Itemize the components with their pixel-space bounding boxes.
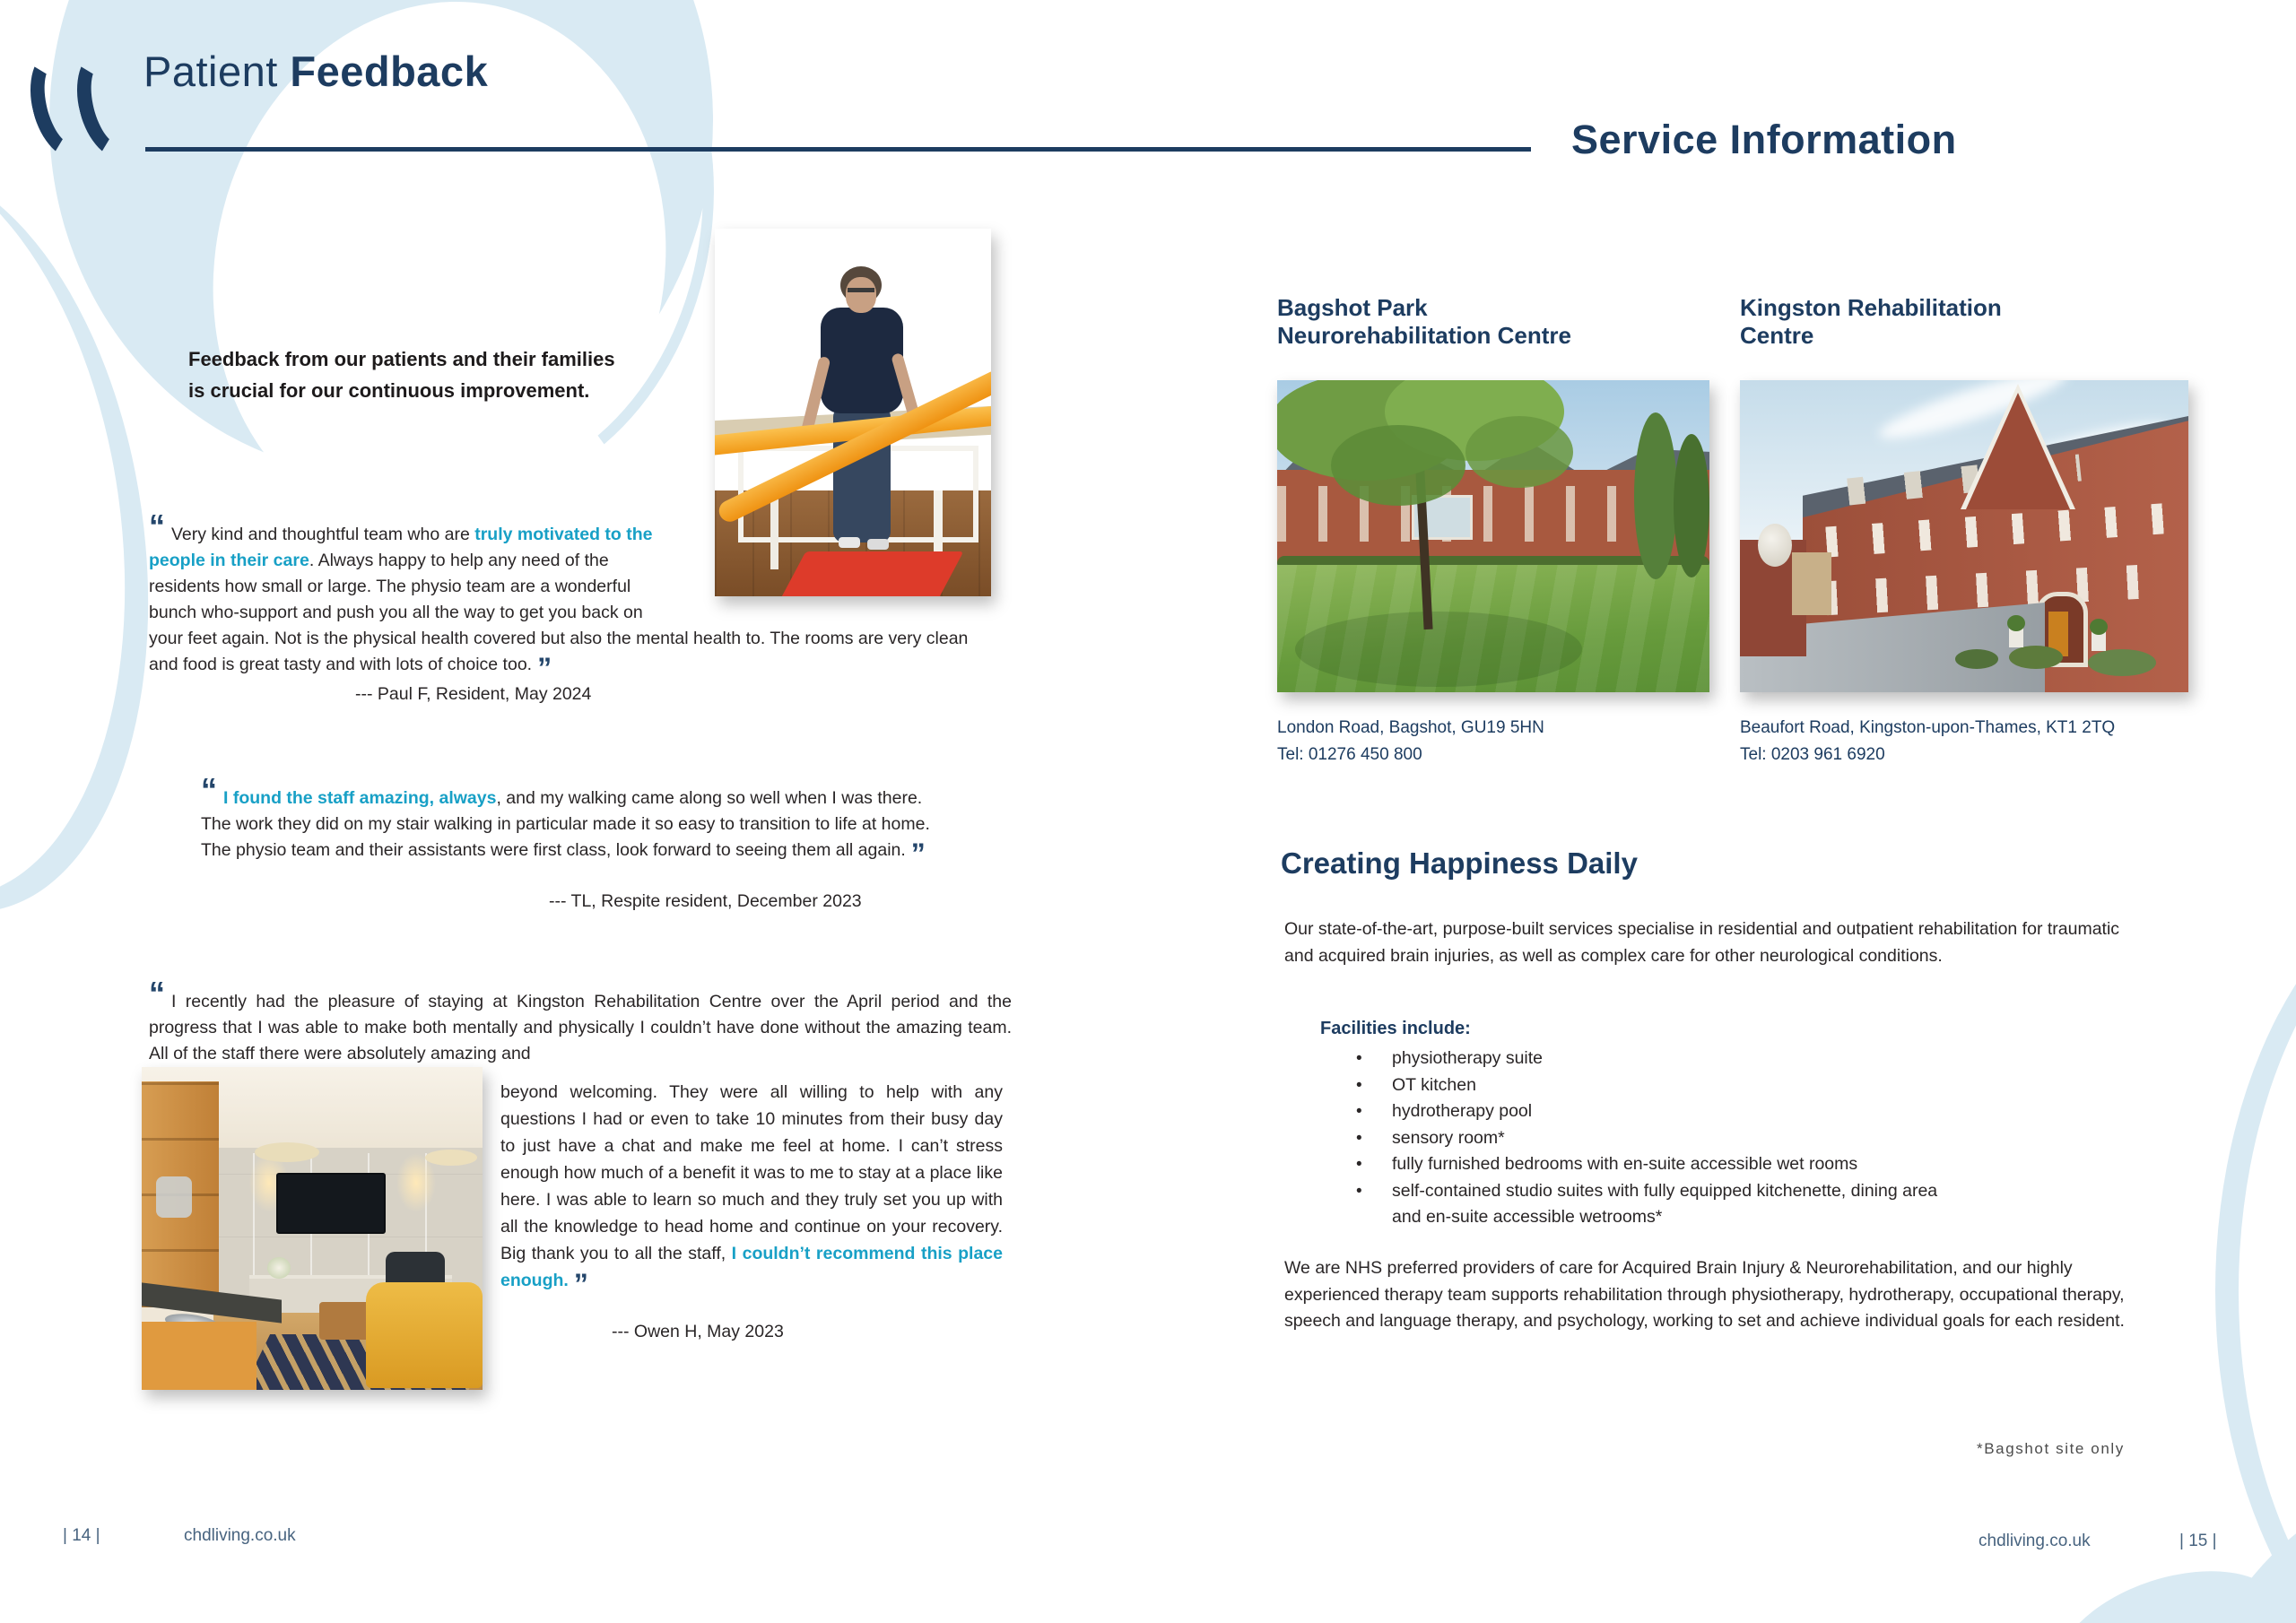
facility-item: • hydrotherapy pool bbox=[1392, 1098, 1966, 1125]
facility-item: • fully furnished bedrooms with en-suite accessible wet rooms bbox=[1392, 1151, 1966, 1178]
close-quote-icon: ” bbox=[910, 837, 926, 870]
page-title-bold: Feedback bbox=[290, 48, 489, 95]
facilities-label: Facilities include: bbox=[1320, 1019, 1471, 1038]
topiary bbox=[2007, 615, 2025, 631]
section-paragraph: We are NHS preferred providers of care for Acquired Brain Injury & Neurorehabilitation, and our highly experienced therapy team supports rehabilitation through physiotherapy, hydrotherapy, occupational therapy, speech and language therapy, and psychology, working to set and achieve individual goals for each resident. bbox=[1284, 1258, 2125, 1331]
photo-spacer bbox=[669, 522, 983, 617]
page-title bbox=[144, 47, 488, 96]
address-line: London Road, Bagshot, GU19 5HN bbox=[1277, 718, 1544, 737]
footnote: *Bagshot site only bbox=[1977, 1440, 2125, 1457]
title-underline bbox=[145, 147, 1531, 152]
quote-attribution: --- Owen H, May 2023 bbox=[612, 1322, 784, 1341]
page-title-regular: Patient bbox=[144, 48, 291, 95]
quote-attribution: --- Paul F, Resident, May 2024 bbox=[355, 684, 592, 704]
facility-item: • self-contained studio suites with fully equipped kitchenette, dining area and en-suite accessible wetrooms* bbox=[1392, 1178, 1966, 1231]
quote-text: I recently had the pleasure of staying at Kingston Rehabilitation Centre over the April period and the progress that I was able to make both mentally and physically I couldn’t have done without the amazing team. All of the staff there were absolutely amazing and bbox=[149, 991, 1012, 1063]
photo-bagshot-centre bbox=[1277, 380, 1709, 692]
topiary bbox=[2090, 619, 2108, 635]
flower-vase bbox=[267, 1257, 291, 1279]
section-paragraph: Our state-of-the-art, purpose-built services specialise in residential and outpatient rehabilitation for traumatic and acquired brain injuries, as well as complex care for other neurological conditions. bbox=[1284, 919, 2120, 966]
quote-highlight: I found the staff amazing, always bbox=[223, 787, 497, 808]
facility-item: • physiotherapy suite bbox=[1392, 1046, 1966, 1072]
facility-item: • sensory room* bbox=[1392, 1125, 1966, 1152]
page-number-left: | 14 | bbox=[63, 1526, 100, 1545]
quote-attribution: --- TL, Respite resident, December 2023 bbox=[549, 891, 862, 911]
quote-owen-part2 bbox=[500, 1079, 1003, 1300]
ceiling-lamp bbox=[255, 1142, 319, 1162]
page-number-right: | 15 | bbox=[2179, 1532, 2217, 1550]
tree-shadow bbox=[1295, 612, 1582, 687]
service-information-title: Service Information bbox=[1571, 117, 1957, 162]
fence bbox=[1792, 552, 1831, 615]
yellow-armchair bbox=[366, 1282, 483, 1388]
website-right: chdliving.co.uk bbox=[1979, 1532, 2091, 1550]
quote-tl bbox=[201, 770, 951, 870]
intro-text: Feedback from our patients and their families is crucial for our continuous improvement. bbox=[188, 348, 615, 402]
facilities-list bbox=[1392, 1046, 1966, 1231]
stone-finial bbox=[1758, 524, 1792, 567]
close-quote-icon: ” bbox=[537, 651, 552, 684]
quote-text: . Always happy to help any need of the residents how small or large. The physio team are a wonderful bunch who-support and push you all the way to get you back on your feet again. Not is the physical health covered but also the mental health to. The rooms are very clean and food is great tasty and with lots of choice too. bbox=[149, 550, 969, 674]
centre-name-kingston: Kingston Rehabilitation Centre bbox=[1740, 294, 2002, 349]
tree bbox=[1674, 434, 1709, 577]
centre-address-kingston bbox=[1740, 715, 2115, 768]
tv-screen bbox=[276, 1173, 386, 1234]
glasses bbox=[848, 288, 874, 292]
open-quote-icon: “ bbox=[149, 974, 165, 1011]
address-line: Beaufort Road, Kingston-upon-Thames, KT1 2TQ bbox=[1740, 718, 2116, 737]
tel-line: Tel: 01276 450 800 bbox=[1277, 745, 1422, 764]
tree bbox=[1634, 412, 1677, 579]
quote-highlight: I couldn’t recommend this place enough. bbox=[500, 1243, 1003, 1290]
patient-torso bbox=[821, 308, 903, 413]
shrub bbox=[2009, 646, 2063, 669]
quote-owen-part1 bbox=[149, 974, 1012, 1067]
close-quote-icon: ” bbox=[573, 1267, 588, 1300]
photo-living-room bbox=[142, 1067, 483, 1390]
ceiling-lamp bbox=[425, 1150, 477, 1166]
tel-line: Tel: 0203 961 6920 bbox=[1740, 745, 1885, 764]
quote-paul bbox=[149, 507, 983, 684]
shrub bbox=[1955, 649, 1998, 669]
website-left: chdliving.co.uk bbox=[184, 1526, 296, 1545]
tree-canopy bbox=[1465, 416, 1573, 488]
quote-text: , and my walking came along so well when I was there. The work they did on my stair walking in particular made it so easy to transition to life at home. The physio team and their assistants were first class, look forward to seeing them all again. bbox=[201, 787, 930, 860]
centre-address-bagshot bbox=[1277, 715, 1544, 768]
cabinet-base bbox=[142, 1322, 257, 1390]
quote-text: beyond welcoming. They were all willing to help with any questions I had or even to take 10 minutes from their busy day to just have a chat and make me feel at home. I can’t stress enough how much of a benefit it was to me to stay at a place like here. I was able to learn so much and they truly set you up with all the knowledge to head home and continue on your recovery. Big thank you to all the staff, bbox=[500, 1081, 1003, 1263]
quote-highlight: truly motivated to the people in their care bbox=[149, 524, 653, 570]
section-heading: Creating Happiness Daily bbox=[1281, 846, 1638, 880]
open-quote-icon: “ bbox=[201, 770, 217, 808]
facility-item: • OT kitchen bbox=[1392, 1072, 1966, 1099]
photo-kingston-centre bbox=[1740, 380, 2188, 692]
patient-face bbox=[846, 277, 876, 313]
centre-name-bagshot: Bagshot Park Neurorehabilitation Centre bbox=[1277, 294, 1571, 349]
open-quote-icon: “ bbox=[149, 507, 165, 544]
shrub bbox=[2088, 649, 2156, 676]
glass-jar bbox=[156, 1176, 192, 1218]
background-swoosh bbox=[2040, 1545, 2296, 1623]
tree-canopy bbox=[1331, 425, 1465, 506]
quote-text: Very kind and thoughtful team who are bbox=[171, 524, 475, 544]
